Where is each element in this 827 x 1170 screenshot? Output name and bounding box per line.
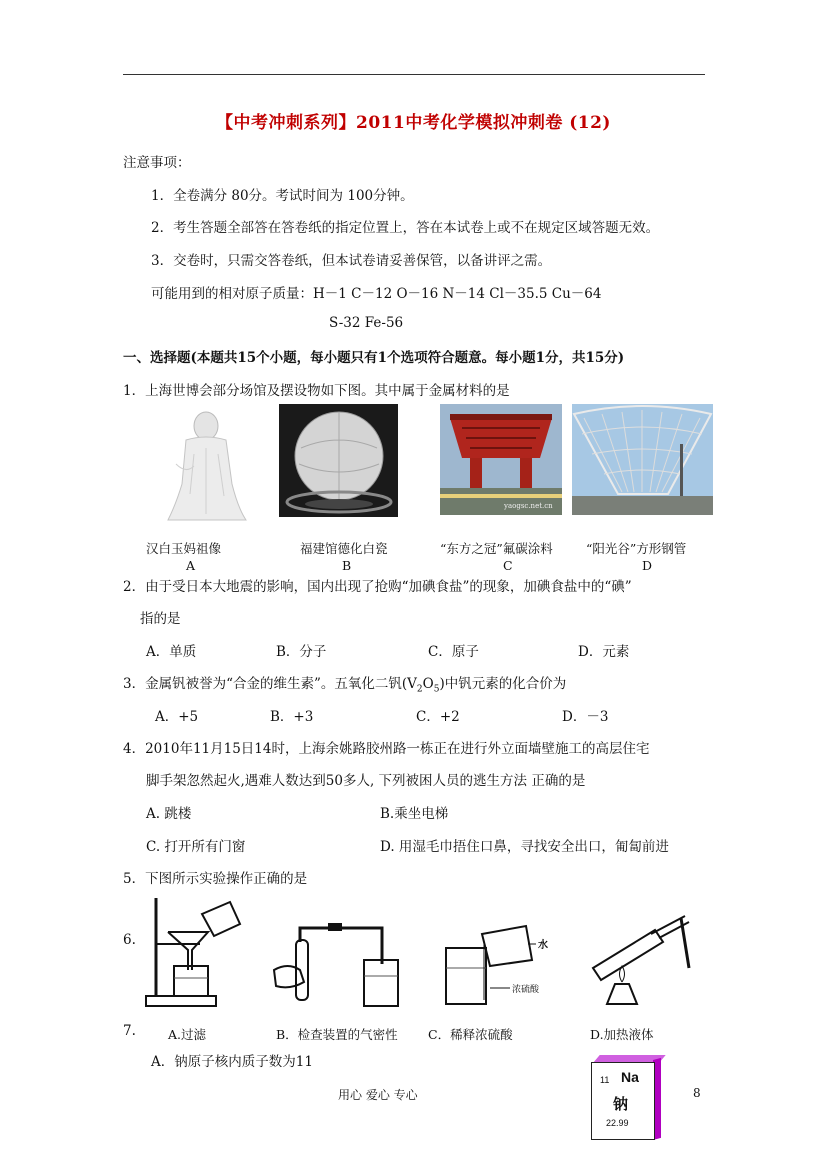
question-2-stem-line-2: 指的是	[140, 611, 181, 627]
porcelain-ball-photo	[279, 404, 398, 517]
atomic-mass-line-2: S-32 Fe-56	[329, 315, 404, 331]
label-b-airtight: B．检查装置的气密性	[276, 1027, 398, 1042]
notice-item-3: 3．交卷时，只需交答卷纸，但本试卷请妥善保管，以备讲评之需。	[151, 253, 552, 269]
element-number: 11	[600, 1075, 610, 1085]
statue-photo	[146, 404, 268, 524]
notice-heading: 注意事项：	[123, 155, 191, 171]
q2-option-d: D．元素	[578, 644, 630, 660]
letter-d: D	[642, 558, 653, 573]
q3-formula-o: O	[422, 676, 434, 692]
filtration-figure	[140, 896, 250, 1014]
watermark-text: yaogsc.net.cn	[504, 502, 553, 510]
element-name: 钠	[613, 1095, 629, 1113]
heat-liquid-figure	[585, 908, 705, 1014]
letter-b: B	[342, 558, 352, 573]
label-c-dilute: C．稀释浓硫酸	[428, 1027, 513, 1042]
question-2-stem-line-1: 2．由于受日本大地震的影响，国内出现了抢购“加碘食盐”的现象，加碘食盐中的“碘”	[123, 579, 632, 595]
notice-item-1: 1．全卷满分 80分。考试时间为 100分钟。	[151, 188, 414, 204]
water-label: 水	[538, 940, 548, 951]
airtight-test-figure	[270, 920, 410, 1014]
letter-c: C	[503, 558, 513, 573]
q3-formula-v: V	[407, 676, 417, 692]
acid-label: 浓硫酸	[512, 985, 540, 995]
china-pavilion-photo	[440, 404, 562, 515]
sun-valley-photo	[572, 404, 713, 515]
q3-option-c: C．+2	[416, 709, 460, 725]
q3-option-a: A．+5	[155, 709, 199, 725]
dilute-acid-figure	[440, 920, 560, 1014]
q4-option-b: B.乘坐电梯	[380, 806, 449, 822]
question-number-6: 6.	[123, 932, 136, 948]
question-3-stem	[123, 672, 566, 695]
q2-option-b: B．分子	[276, 644, 327, 660]
label-a-filtration: A.过滤	[168, 1027, 207, 1042]
header-rule	[123, 74, 705, 75]
q3-stem-pre: 3．金属钒被誉为“合金的维生素”。五氧化二钒(	[123, 676, 408, 692]
page-title: 【中考冲刺系列】2011中考化学模拟冲刺卷 (12)	[216, 113, 611, 133]
q7-option-a: A．钠原子核内质子数为11	[151, 1054, 313, 1070]
caption-a: 汉白玉妈祖像	[146, 541, 222, 556]
question-4-stem-line-1: 4．2010年11月15日14时，上海余姚路胶州路一栋正在进行外立面墙壁施工的高层住宅	[123, 741, 650, 757]
question-5-stem: 5．下图所示实验操作正确的是	[123, 871, 308, 887]
q3-option-d: D．－3	[562, 709, 609, 725]
footer-motto: 用心 爱心 专心	[338, 1088, 418, 1102]
q3-sub-2: 5	[433, 684, 440, 695]
caption-d: “阳光谷”方形钢管	[586, 541, 687, 556]
atomic-mass-line-1: 可能用到的相对原子质量：H－1 C－12 O－16 N－14 Cl－35.5 Cu－64	[151, 286, 602, 302]
q4-option-c: C. 打开所有门窗	[146, 839, 246, 855]
q2-option-c: C．原子	[428, 644, 479, 660]
question-1-stem: 1．上海世博会部分场馆及摆设物如下图。其中属于金属材料的是	[123, 383, 510, 399]
question-number-7: 7.	[123, 1023, 136, 1039]
section-heading: 一、选择题(本题共15个小题，每小题只有1个选项符合题意。每小题1分，共15分)	[123, 350, 625, 366]
notice-item-2: 2．考生答题全部答在答卷纸的指定位置上，答在本试卷上或不在规定区域答题无效。	[151, 220, 660, 236]
element-symbol: Na	[621, 1069, 639, 1085]
q2-option-a: A．单质	[146, 644, 197, 660]
q4-option-d: D. 用湿毛巾捂住口鼻，寻找安全出口，匍匐前进	[380, 839, 669, 855]
letter-a: A	[186, 558, 196, 573]
element-mass: 22.99	[606, 1118, 629, 1128]
q3-sub-1: 2	[416, 684, 423, 695]
q3-stem-post: )中钒元素的化合价为	[439, 676, 567, 692]
q3-option-b: B．+3	[270, 709, 314, 725]
q4-option-a: A. 跳楼	[146, 806, 192, 822]
label-d-heat: D.加热液体	[590, 1027, 654, 1042]
caption-c: “东方之冠”氟碳涂料	[440, 541, 553, 556]
caption-b: 福建馆德化白瓷	[300, 541, 388, 556]
element-card	[591, 1062, 655, 1140]
page-number: 8	[693, 1086, 701, 1100]
question-4-stem-line-2: 脚手架忽然起火,遇难人数达到50多人, 下列被困人员的逃生方法 正确的是	[146, 773, 586, 789]
